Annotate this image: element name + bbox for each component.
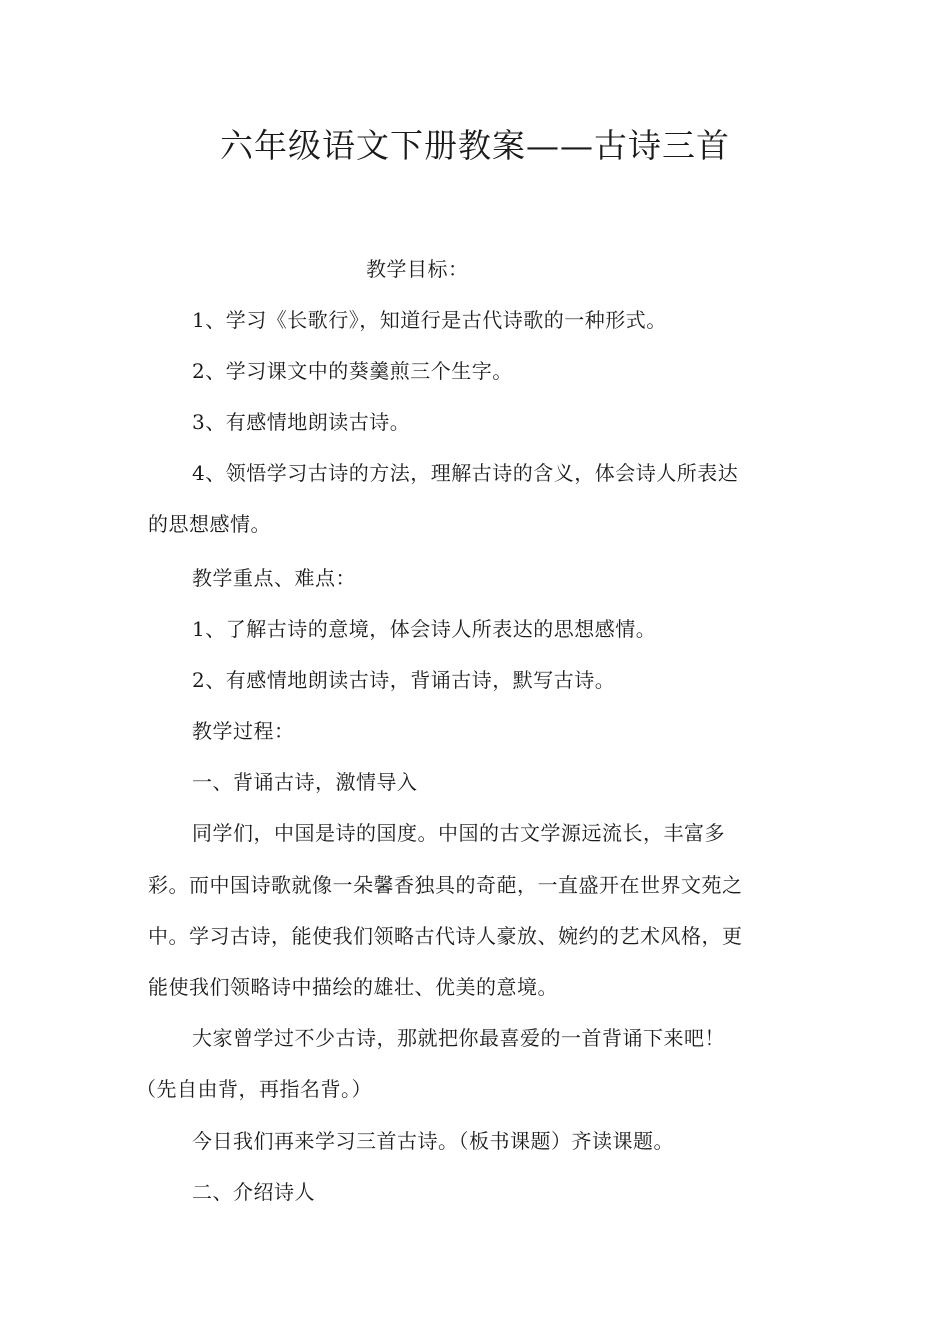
document-title: 六年级语文下册教案——古诗三首 <box>220 126 730 165</box>
paragraph-line: 彩。而中国诗歌就像一朵馨香独具的奇葩，一直盛开在世界文苑之 <box>148 873 743 897</box>
paragraph-line: 2、学习课文中的葵羹煎三个生字。 <box>192 359 513 383</box>
paragraph-line: 能使我们领略诗中描绘的雄壮、优美的意境。 <box>148 975 558 999</box>
paragraph-line: 的思想感情。 <box>148 512 271 536</box>
paragraph-line: （先自由背，再指名背。） <box>136 1077 372 1101</box>
section-heading-objectives: 教学目标： <box>366 257 469 281</box>
paragraph-line: 今日我们再来学习三首古诗。（板书课题）齐读课题。 <box>192 1129 674 1153</box>
paragraph-line: 4、领悟学习古诗的方法，理解古诗的含义，体会诗人所表达 <box>192 461 739 485</box>
paragraph-line: 1、了解古诗的意境，体会诗人所表达的思想感情。 <box>192 617 657 641</box>
section-heading-process: 教学过程： <box>192 719 295 743</box>
paragraph-line: 同学们，中国是诗的国度。中国的古文学源远流长，丰富多 <box>192 821 725 845</box>
paragraph-line: 2、有感情地朗读古诗，背诵古诗，默写古诗。 <box>192 668 616 692</box>
section-heading-key-points: 教学重点、难点： <box>192 566 356 590</box>
paragraph-line: 3、有感情地朗读古诗。 <box>192 410 411 434</box>
paragraph-line: 大家曾学过不少古诗，那就把你最喜爱的一首背诵下来吧！ <box>192 1026 725 1050</box>
paragraph-line: 1、学习《长歌行》，知道行是古代诗歌的一种形式。 <box>192 308 667 332</box>
paragraph-line: 中。学习古诗，能使我们领略古代诗人豪放、婉约的艺术风格，更 <box>148 924 743 948</box>
section-heading-part-one: 一、背诵古诗，激情导入 <box>192 770 418 794</box>
section-heading-part-two: 二、介绍诗人 <box>192 1180 315 1204</box>
